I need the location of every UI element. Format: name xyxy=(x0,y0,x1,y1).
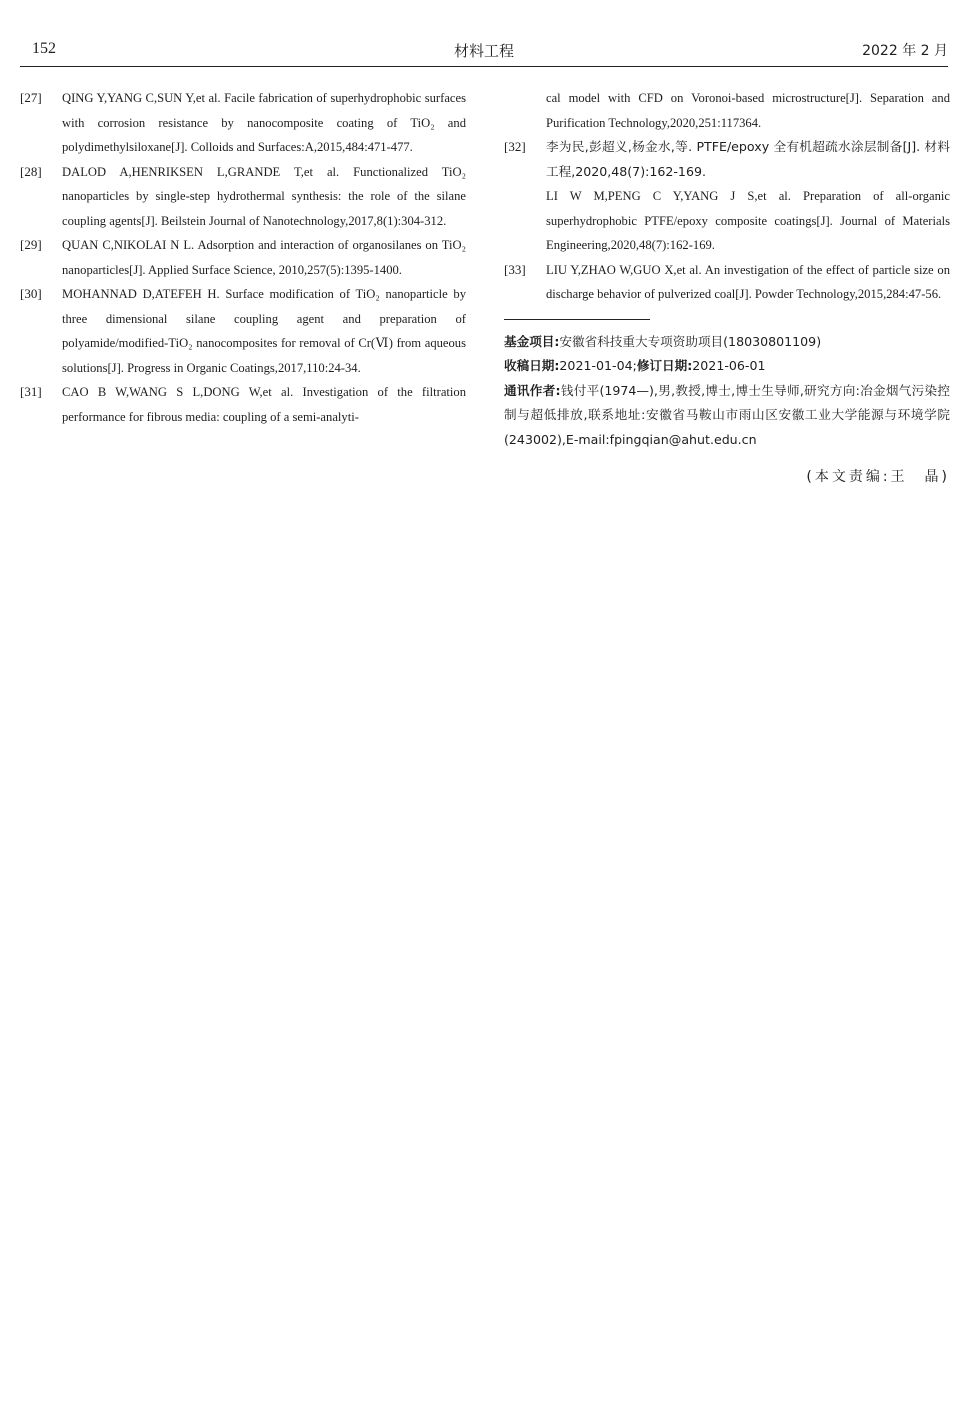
reference-27 xyxy=(20,86,466,160)
fund-text: 安徽省科技重大专项资助项目(18030801109) xyxy=(559,333,822,349)
date-note xyxy=(504,354,950,379)
author-text: 钱付平(1974—),男,教授,博士,博士生导师,研究方向:冶金烟气污染控制与超低排放,联系地址:安徽省马鞍山市雨山区安徽工业大学能源与环境学院(243002),E-mail:fpingqian@ahut.edu.cn xyxy=(504,382,950,447)
right-column xyxy=(504,86,950,486)
reference-number: [28] xyxy=(20,163,42,179)
reference-number: [32] xyxy=(504,139,526,154)
reference-31-continued: cal model with CFD on Voronoi-based microstructure[J]. Separation and Purification Technology,2020,251:117364. xyxy=(546,91,950,130)
author-label: 通讯作者: xyxy=(504,382,561,398)
reference-32 xyxy=(504,135,950,258)
reference-number: [27] xyxy=(20,90,42,105)
fund-label: 基金项目: xyxy=(504,333,560,349)
reference-text: LIU Y,ZHAO W,GUO X,et al. An investigation of the effect of particle size on discharge behavior of pulverized coal[J]. Powder Technology,2015,284:47-56. xyxy=(546,262,950,301)
editor-note: (本文责编:王 晶) xyxy=(806,469,950,485)
reference-number: [33] xyxy=(504,261,526,277)
author-note xyxy=(504,379,950,453)
reference-text-english: LI W M,PENG C Y,YANG J S,et al. Preparation of all-organic superhydrophobic PTFE/epoxy composite coatings[J]. Journal of Materials Engineering,2020,48(7):162-169. xyxy=(546,189,950,252)
reference-30 xyxy=(20,282,466,380)
reference-text-chinese: 李为民,彭超义,杨金水,等. PTFE/epoxy 全有机超疏水涂层制备[J]. 材料工程,2020,48(7):162-169. xyxy=(546,139,950,179)
reference-33 xyxy=(504,258,950,307)
reference-text: CAO B W,WANG S L,DONG W,et al. Investigation of the filtration performance for fibrous media: coupling of a semi-analyti- xyxy=(62,385,466,424)
fund-note xyxy=(504,330,950,355)
reference-28 xyxy=(20,160,466,234)
revised-label: 修订日期: xyxy=(636,358,693,373)
received-date: 2021-01-04; xyxy=(559,358,637,373)
footnote-divider xyxy=(504,319,650,320)
received-label: 收稿日期: xyxy=(504,358,560,373)
reference-text: QUAN C,NIKOLAI N L. Adsorption and interaction of organosilanes on TiO₂ nanoparticles[J]. Applied Surface Science, 2010,257(5):1395-1400. xyxy=(62,238,466,277)
reference-number: [30] xyxy=(20,286,42,301)
page-number: 152 xyxy=(32,40,56,57)
reference-number: [31] xyxy=(20,384,42,399)
reference-text: MOHANNAD D,ATEFEH H. Surface modification of TiO₂ nanoparticle by three dimensional silane coupling agent and preparation of polyamide/modified-TiO₂ nanocomposites for removal of Cr(Ⅵ) from aqueous solutions[J]. Progress in Organic Coatings,2017,110:24-34. xyxy=(62,287,466,375)
reference-29 xyxy=(20,233,466,282)
reference-31 xyxy=(20,380,466,429)
revised-date: 2021-06-01 xyxy=(692,358,766,373)
left-column xyxy=(20,86,466,429)
reference-number: [29] xyxy=(20,237,42,252)
journal-title: 材料工程 xyxy=(453,42,514,60)
reference-text: DALOD A,HENRIKSEN L,GRANDE T,et al. Functionalized TiO₂ nanoparticles by single-step hydrothermal synthesis: the role of the silane coupling agents[J]. Beilstein Journal of Nanotechnology,2017,8(1):304-312. xyxy=(62,164,466,228)
reference-text: QING Y,YANG C,SUN Y,et al. Facile fabrication of superhydrophobic surfaces with corrosion resistance by nanocomposite coating of TiO₂ and polydimethylsiloxane[J]. Colloids and Surfaces:A,2015,484:471-477. xyxy=(62,91,466,154)
running-header xyxy=(20,38,948,67)
issue-date: 2022 年 2 月 xyxy=(862,43,948,59)
